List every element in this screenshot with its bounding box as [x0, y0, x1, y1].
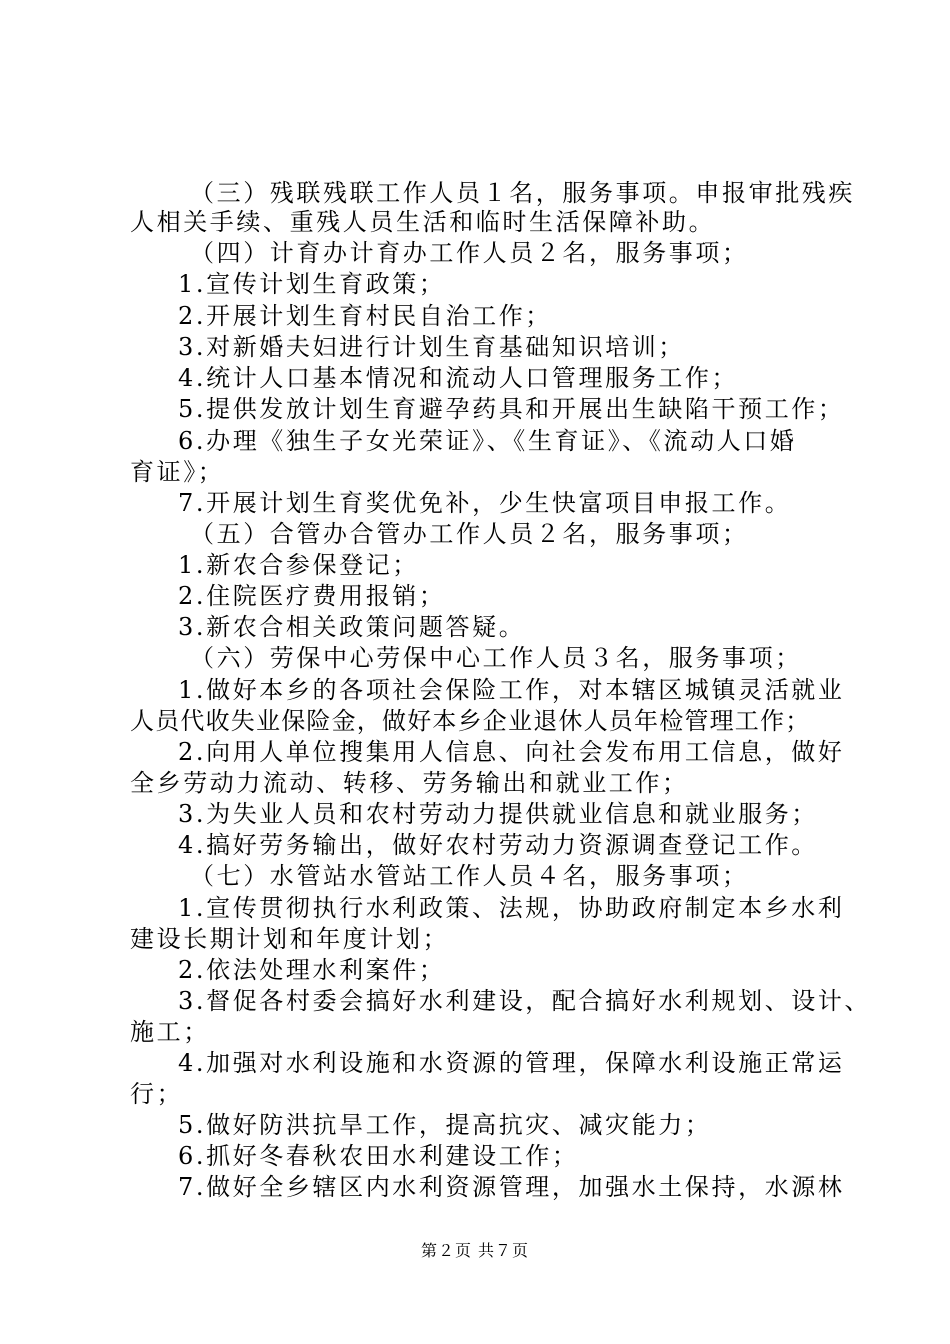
list-item: 4.统计人口基本情况和流动人口管理服务工作；	[178, 364, 739, 392]
list-item: 3.督促各村委会搞好水利建设，配合搞好水利规划、设计、	[178, 987, 872, 1015]
text-line: 施工；	[130, 1018, 210, 1046]
section-heading: （六）劳保中心劳保中心工作人员３名，服务事项；	[190, 644, 802, 672]
list-item: 3.新农合相关政策问题答疑。	[178, 613, 526, 641]
section-heading: （七）水管站水管站工作人员４名，服务事项；	[190, 862, 749, 890]
list-item: 2.住院医疗费用报销；	[178, 582, 446, 610]
list-item: 3.对新婚夫妇进行计划生育基础知识培训；	[178, 333, 685, 361]
page-number-footer: 第２页 共７页	[420, 1241, 530, 1260]
text-line: 全乡劳动力流动、转移、劳务输出和就业工作；	[130, 769, 689, 797]
list-item: 7.做好全乡辖区内水利资源管理，加强水土保持，水源林	[178, 1173, 845, 1201]
text-line: 人员代收失业保险金，做好本乡企业退休人员年检管理工作；	[130, 707, 811, 735]
list-item: 2.向用人单位搜集用人信息、向社会发布用工信息，做好	[178, 738, 845, 766]
list-item: 4.搞好劳务输出，做好农村劳动力资源调查登记工作。	[178, 831, 818, 859]
list-item: 2.开展计划生育村民自治工作；	[178, 302, 552, 330]
list-item: 1.新农合参保登记；	[178, 551, 419, 579]
list-item: 3.为失业人员和农村劳动力提供就业信息和就业服务；	[178, 800, 818, 828]
list-item: 7.开展计划生育奖优免补，少生快富项目申报工作。	[178, 489, 792, 517]
text-line: 建设长期计划和年度计划；	[130, 925, 450, 953]
text-line: 人相关手续、重残人员生活和临时生活保障补助。	[130, 208, 716, 236]
list-item: 1.宣传贯彻执行水利政策、法规，协助政府制定本乡水利	[178, 894, 845, 922]
list-item: 1.宣传计划生育政策；	[178, 270, 446, 298]
section-heading: （四）计育办计育办工作人员２名，服务事项；	[190, 239, 749, 267]
list-item: 5.做好防洪抗旱工作，提高抗灾、减灾能力；	[178, 1111, 712, 1139]
text-line: 育证》；	[130, 458, 225, 486]
list-item: 1.做好本乡的各项社会保险工作，对本辖区城镇灵活就业	[178, 676, 845, 704]
text-line: （三）残联残联工作人员１名，服务事项。申报审批残疾	[190, 179, 855, 207]
list-item: 2.依法处理水利案件；	[178, 956, 446, 984]
list-item: 6.抓好冬春秋农田水利建设工作；	[178, 1142, 579, 1170]
list-item: 4.加强对水利设施和水资源的管理，保障水利设施正常运	[178, 1049, 845, 1077]
text-line: 行；	[130, 1080, 184, 1108]
section-heading: （五）合管办合管办工作人员２名，服务事项；	[190, 520, 749, 548]
list-item: 6.办理《独生子女光荣证》、《生育证》、《流动人口婚	[178, 427, 797, 455]
list-item: 5.提供发放计划生育避孕药具和开展出生缺陷干预工作；	[178, 395, 845, 423]
